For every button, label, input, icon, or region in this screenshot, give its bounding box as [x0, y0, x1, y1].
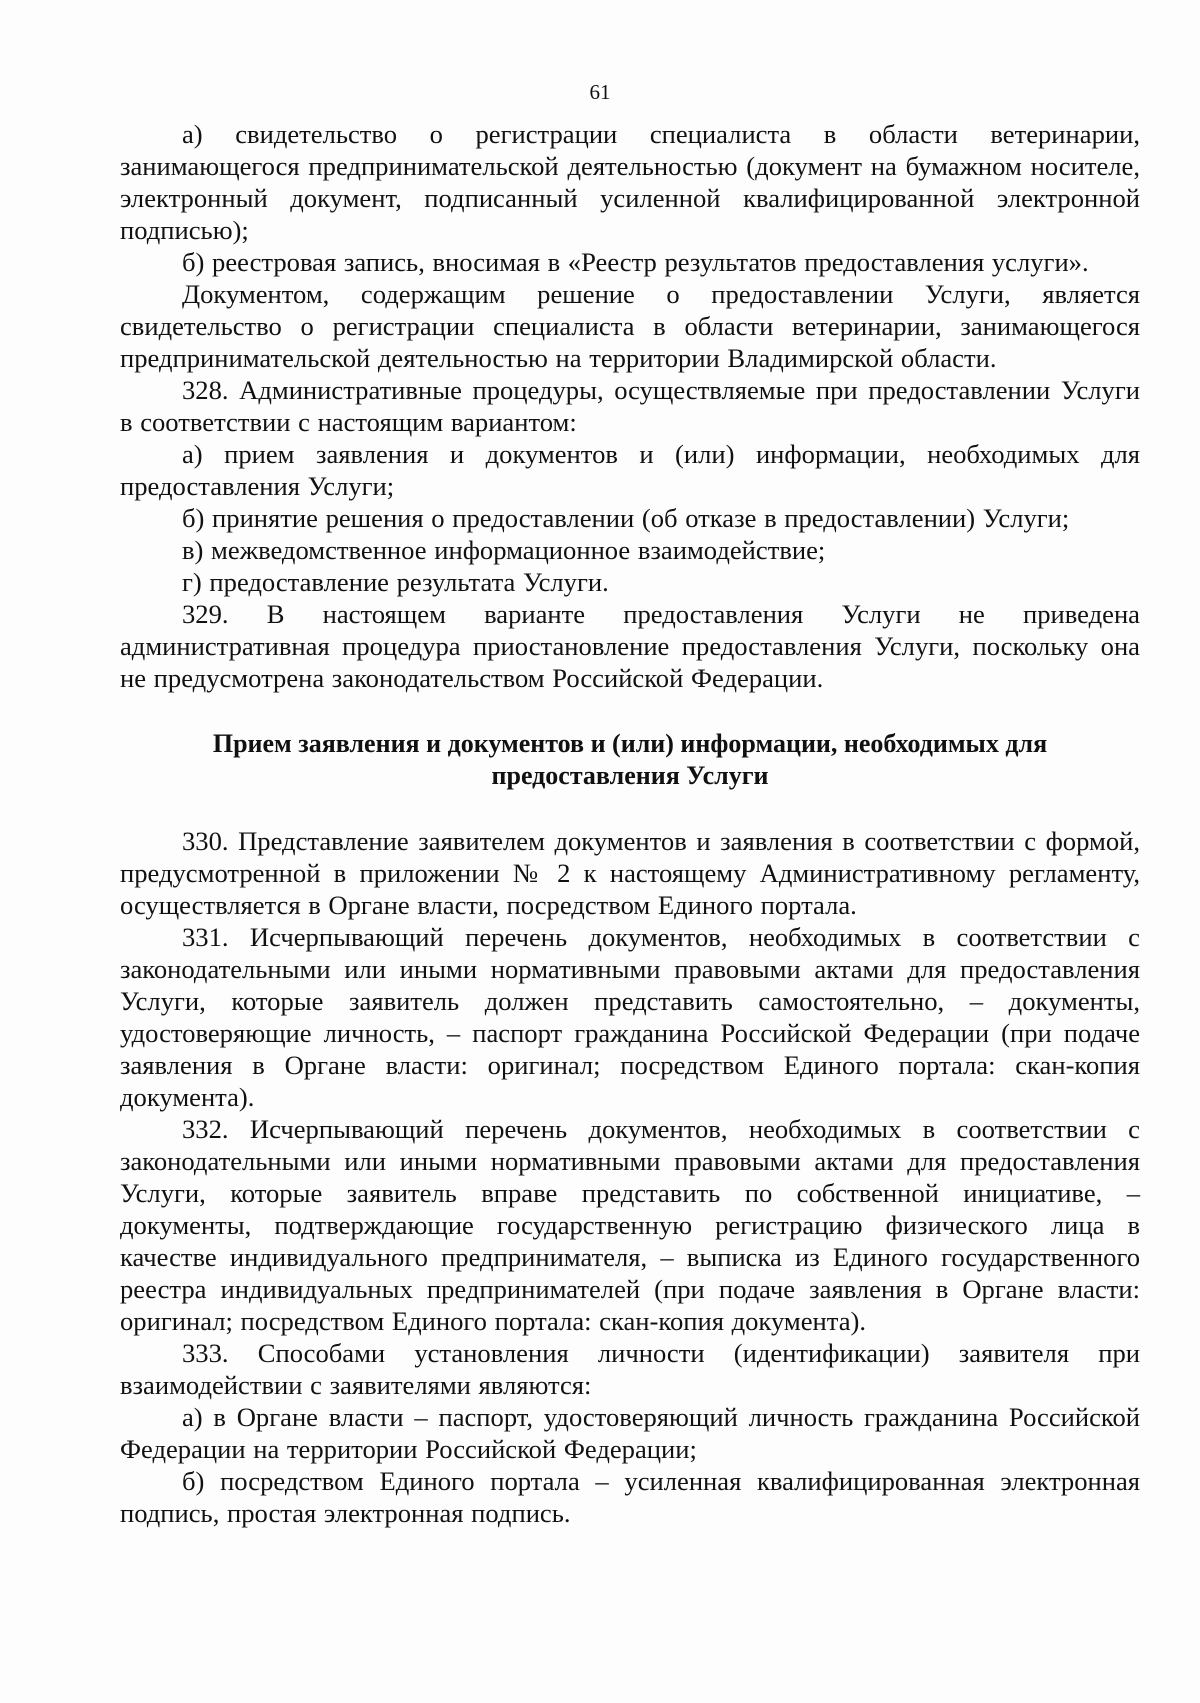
- page-number: 61: [589, 80, 611, 104]
- paragraph: 328. Административные процедуры, осуществляемые при предоставлении Услуги в соответствии с настоящим вариантом:: [120, 375, 1140, 437]
- paragraph: б) принятие решения о предоставлении (об отказе в предоставлении) Услуги;: [182, 503, 1070, 533]
- paragraph: а) свидетельство о регистрации специалиста в области ветеринарии, занимающегося предпринимательской деятельностью (документ на бумажном носителе, электронный документ, подписанный усиленной квалифицированной электронной подписью);: [120, 119, 1140, 245]
- paragraph: 333. Способами установления личности (идентификации) заявителя при взаимодействии с заявителями являются:: [120, 1338, 1140, 1400]
- paragraph: 329. В настоящем варианте предоставления Услуги не приведена административная процедура приостановление предоставления Услуги, поскольку она не предусмотрена законодательством Российской Федерации.: [120, 599, 1140, 693]
- paragraph: 331. Исчерпывающий перечень документов, необходимых в соответствии с законодательными или иными нормативными правовыми актами для предоставления Услуги, которые заявитель должен представить самостоятельно, – документы, удостоверяющие личность, – паспорт гражданина Российской Федерации (при подаче заявления в Органе власти: оригинал; посредством Единого портала: скан-копия документа).: [120, 922, 1140, 1112]
- paragraph: б) реестровая запись, вносимая в «Реестр результатов предоставления услуги».: [182, 247, 1089, 277]
- paragraph: а) прием заявления и документов и (или) информации, необходимых для предоставления Услуги;: [120, 439, 1140, 501]
- paragraph: а) в Органе власти – паспорт, удостоверяющий личность гражданина Российской Федерации на территории Российской Федерации;: [120, 1402, 1140, 1464]
- paragraph: б) посредством Единого портала – усиленная квалифицированная электронная подпись, простая электронная подпись.: [120, 1466, 1140, 1528]
- paragraph: 332. Исчерпывающий перечень документов, необходимых в соответствии с законодательными или иными нормативными правовыми актами для предоставления Услуги, которые заявитель вправе представить по собственной инициативе, – документы, подтверждающие государственную регистрацию физического лица в качестве индивидуального предпринимателя, – выписка из Единого государственного реестра индивидуальных предпринимателей (при подаче заявления в Органе власти: оригинал; посредством Единого портала: скан-копия документа).: [120, 1114, 1140, 1336]
- paragraph: 330. Представление заявителем документов и заявления в соответствии с формой, предусмотренной в приложении № 2 к настоящему Административному регламенту, осуществляется в Органе власти, посредством Единого портала.: [120, 826, 1140, 920]
- paragraph: Документом, содержащим решение о предоставлении Услуги, является свидетельство о регистрации специалиста в области ветеринарии, занимающегося предпринимательской деятельностью на территории Владимирской области.: [120, 279, 1140, 373]
- paragraph: г) предоставление результата Услуги.: [182, 567, 609, 597]
- document-body: [120, 118, 1140, 1529]
- section-heading: Прием заявления и документов и (или) информации, необходимых для предоставления Услуги: [212, 729, 1048, 790]
- paragraph: в) межведомственное информационное взаимодействие;: [182, 535, 826, 565]
